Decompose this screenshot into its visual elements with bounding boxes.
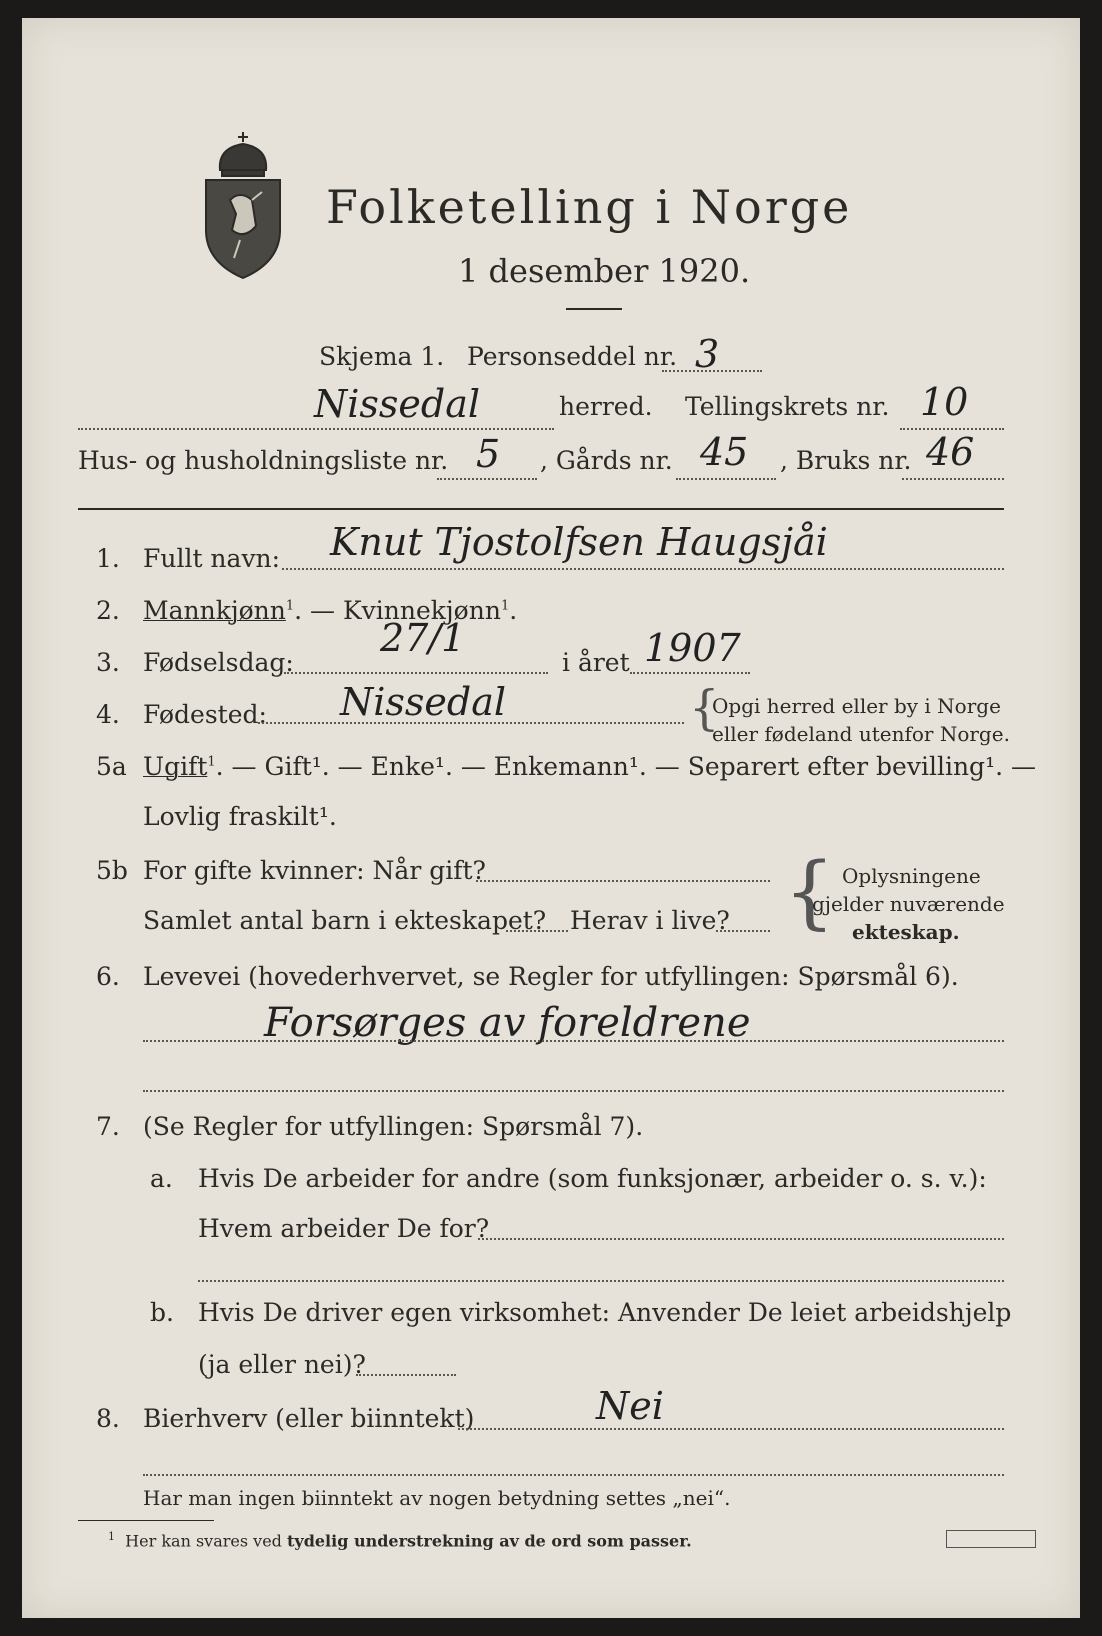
q5b-label3: Herav i live? xyxy=(570,906,730,935)
q8-number: 8. xyxy=(96,1404,120,1433)
q7a-line1 xyxy=(478,1238,1004,1240)
q2-male-underlined: Mannkjønn xyxy=(143,596,286,625)
q3-line xyxy=(284,672,548,674)
q3-number: 3. xyxy=(96,648,120,677)
q5b-note1: Oplysningene xyxy=(842,864,981,888)
q5b-label1: For gifte kvinner: Når gift? xyxy=(143,856,486,885)
q5a-options xyxy=(143,752,1036,781)
personseddel-value: 3 xyxy=(695,332,720,376)
q5a-line2: Lovlig fraskilt¹. xyxy=(143,802,337,831)
q5a-other-options: . — Gift¹. — Enke¹. — Enkemann¹. — Separert efter bevilling¹. — xyxy=(215,752,1036,781)
q8-line1 xyxy=(458,1428,1004,1430)
footnote-mark: 1 xyxy=(108,1530,115,1543)
gards-label: , Gårds nr. xyxy=(540,446,673,475)
q2-footnote-ref-2: 1 xyxy=(500,598,510,614)
q7-label: (Se Regler for utfyllingen: Spørsmål 7). xyxy=(143,1112,644,1141)
personseddel-label: Personseddel nr. xyxy=(467,342,678,371)
q6-number: 6. xyxy=(96,962,120,991)
schema-label: Skjema 1. xyxy=(319,342,445,371)
footnote-text-bold: tydelig understrekning av de ord som passer. xyxy=(287,1531,692,1551)
q5b-line1 xyxy=(476,880,770,882)
q4-note-line2: eller fødeland utenfor Norge. xyxy=(712,722,1010,746)
tellingskrets-value: 10 xyxy=(920,380,969,424)
title-divider xyxy=(566,308,622,310)
q7b-label: Hvis De driver egen virksomhet: Anvender De leiet arbeidshjelp xyxy=(198,1298,1012,1327)
q2-footnote-ref: 1 xyxy=(285,598,295,614)
coat-of-arms-emblem xyxy=(200,130,286,282)
q4-number: 4. xyxy=(96,700,120,729)
q1-number: 1. xyxy=(96,544,120,573)
q7b-number: b. xyxy=(150,1298,174,1327)
q3-year-value: 1907 xyxy=(644,626,741,670)
q5b-label2: Samlet antal barn i ekteskapet? xyxy=(143,906,547,935)
tellingskrets-label: Tellingskrets nr. xyxy=(685,392,890,421)
q5b-note2: gjelder nuværende xyxy=(812,892,1005,916)
q5b-line2 xyxy=(506,930,568,932)
q2-separator: . — xyxy=(294,596,343,625)
gards-line xyxy=(676,478,776,480)
q7a-line2 xyxy=(198,1280,1004,1282)
q4-value: Nissedal xyxy=(340,680,507,724)
q7a-label2: Hvem arbeider De for? xyxy=(198,1214,490,1243)
q3-year-line xyxy=(630,672,750,674)
q3-year-label: i året xyxy=(562,648,630,677)
q6-line1 xyxy=(143,1040,1004,1042)
bruks-line xyxy=(902,478,1004,480)
q8-label: Bierhverv (eller biinntekt) xyxy=(143,1404,475,1433)
herred-line xyxy=(78,428,554,430)
q6-value: Forsørges av foreldrene xyxy=(264,1000,751,1046)
bruks-label: , Bruks nr. xyxy=(780,446,912,475)
q5b-number: 5b xyxy=(96,856,128,885)
q7a-label: Hvis De arbeider for andre (som funksjonær, arbeider o. s. v.): xyxy=(198,1164,987,1193)
q5a-ugift-underlined: Ugift xyxy=(143,752,208,781)
census-date: 1 desember 1920. xyxy=(458,252,751,290)
q2-number: 2. xyxy=(96,596,120,625)
q7b-label2: (ja eller nei)? xyxy=(198,1350,366,1379)
q5a-number: 5a xyxy=(96,752,127,781)
q5a-footnote-ref: 1 xyxy=(207,754,216,770)
q1-value: Knut Tjostolfsen Haugsjåi xyxy=(330,520,828,564)
gards-value: 45 xyxy=(700,430,749,474)
page-title: Folketelling i Norge xyxy=(326,180,853,234)
header-divider xyxy=(78,508,1004,510)
hus-label: Hus- og husholdningsliste nr. xyxy=(78,446,449,475)
q4-note-line1: Opgi herred eller by i Norge xyxy=(712,694,1001,718)
hus-value: 5 xyxy=(476,432,501,476)
q5b-line3 xyxy=(716,930,770,932)
footnote xyxy=(108,1530,692,1550)
q6-line2 xyxy=(143,1090,1004,1092)
q4-label: Fødested: xyxy=(143,700,267,729)
q8-line2 xyxy=(143,1474,1004,1476)
q8-value: Nei xyxy=(596,1384,664,1428)
q2-female: Kvinnekjønn xyxy=(342,596,501,625)
q5b-note3: ekteskap. xyxy=(852,920,960,944)
q3-label: Fødselsdag: xyxy=(143,648,294,677)
q7-number: 7. xyxy=(96,1112,120,1141)
q6-label: Levevei (hovederhvervet, se Regler for utfyllingen: Spørsmål 6). xyxy=(143,962,959,991)
herred-label: herred. xyxy=(559,392,653,421)
q4-brace: { xyxy=(689,680,720,736)
q1-label: Fullt navn: xyxy=(143,544,281,573)
q7b-line xyxy=(356,1374,456,1376)
q3-value: 27/1 xyxy=(380,616,466,660)
bruks-value: 46 xyxy=(926,430,975,474)
hus-line xyxy=(437,478,537,480)
footnote-text: Her kan svares ved xyxy=(125,1531,287,1551)
biinntekt-note: Har man ingen biinntekt av nogen betydning settes „nei“. xyxy=(143,1486,731,1510)
q2-end: . xyxy=(509,596,518,625)
q5b-brace: { xyxy=(784,845,835,938)
herred-value: Nissedal xyxy=(314,382,481,426)
printer-stamp xyxy=(946,1530,1036,1548)
q7a-number: a. xyxy=(150,1164,173,1193)
footnote-rule xyxy=(78,1520,214,1521)
q1-line xyxy=(282,568,1004,570)
